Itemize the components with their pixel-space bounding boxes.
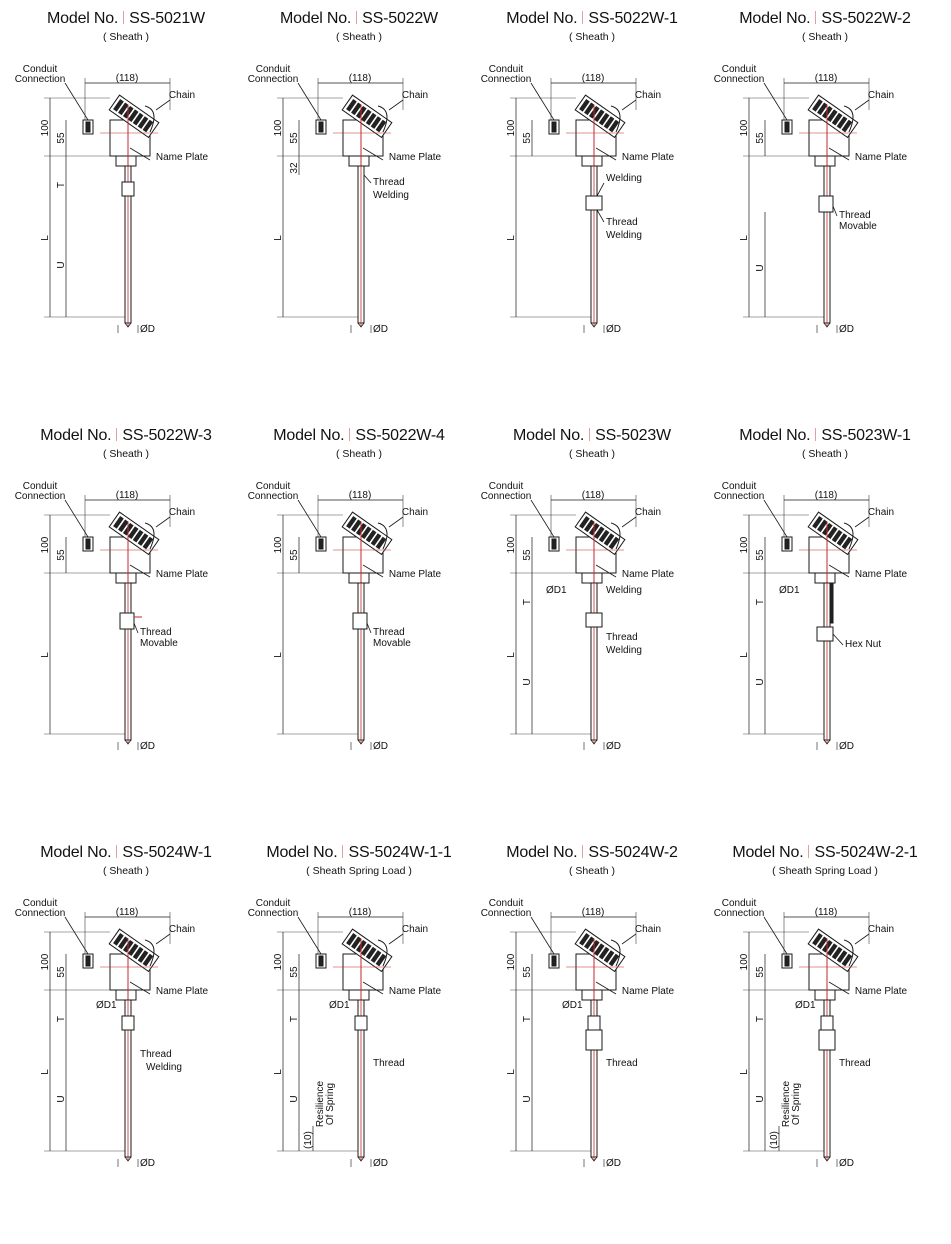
model-number: SS-5023W [595,427,671,444]
dim-100-label: 100 [40,536,51,554]
model-prefix: Model No. [506,10,578,27]
conduit-fitting-core [86,122,90,132]
model-subtitle: ( Sheath ) [335,31,383,43]
hex-nut [817,627,833,641]
conduit-label: Connection [14,908,66,919]
model-diagram [243,844,475,1244]
conduit-label: Conduit [721,64,757,75]
od-label: ØD [606,324,621,335]
dim-118-label: (118) [581,490,605,501]
union-body [819,1030,835,1050]
dim-100-label: 100 [739,119,750,137]
od-label: ØD [839,324,854,335]
dim-100-label: 100 [40,953,51,971]
conduit-label: Conduit [721,898,757,909]
name-plate-label: Name Plate [155,152,209,163]
dim-55-label: 55 [289,966,300,978]
chain-label: Chain [168,507,196,518]
dim-L-label: L [273,652,284,658]
chain-leader [855,100,869,110]
conduit-leader [764,500,787,537]
od-label: ØD [606,741,621,752]
chain-label: Chain [168,90,196,101]
od-label: ØD [373,1158,388,1169]
head-neck [815,573,835,583]
dim-55-label: 55 [289,132,300,144]
model-diagram [709,427,941,827]
model-number: SS-5024W-2 [588,844,678,861]
name-plate-label: Name Plate [388,569,442,580]
thread-label: Thread [373,177,405,188]
dim-U-label: U [755,678,766,686]
hex-nut-label: Hex Nut [845,639,882,650]
diagram-drawing [476,10,708,410]
chain-label: Chain [401,924,429,935]
model-number: SS-5022W-1 [588,10,678,27]
model-diagram [476,427,708,827]
model-prefix: Model No. [739,427,811,444]
model-number: SS-5021W [129,10,205,27]
model-subtitle: ( Sheath ) [568,865,616,877]
chain-label: Chain [867,90,895,101]
chain-leader [855,517,869,527]
dim-118-label: (118) [348,907,372,918]
chain-label: Chain [867,507,895,518]
chain-leader [622,934,636,944]
welding-label: Welding [606,585,642,596]
name-plate-label: Name Plate [854,152,908,163]
model-prefix: Model No. [732,844,804,861]
conduit-label: Conduit [255,481,291,492]
dim-10-label: (10) [769,1131,780,1149]
name-plate-label: Name Plate [621,152,675,163]
lead-wire [830,583,833,623]
chain-label: Chain [634,90,662,101]
dim-U-label: U [56,261,67,269]
thread-label: Thread [140,1049,172,1060]
conduit-fitting-core [785,122,789,132]
model-diagram [10,427,242,827]
od-label: ØD [140,1158,155,1169]
od1-label: ØD1 [96,1000,117,1011]
dim-T-label: T [289,1015,300,1023]
chain-label: Chain [168,924,196,935]
dim-L-label: L [273,235,284,241]
conduit-leader [764,917,787,954]
hex-fitting [122,182,134,196]
model-diagram [709,844,941,1244]
model-diagram [10,10,242,410]
name-plate-label: Name Plate [854,986,908,997]
movable-label: Movable [373,638,411,649]
dim-L-label: L [40,235,51,241]
head-neck [815,156,835,166]
dim-118-label: (118) [348,73,372,84]
head-neck [582,156,602,166]
welding-label: Welding [606,230,642,241]
conduit-fitting-core [319,122,323,132]
dim-U-label: U [522,678,533,686]
od1-label: ØD1 [795,1000,816,1011]
model-number: SS-5023W-1 [821,427,911,444]
conduit-leader [65,83,88,120]
movable-thread-fitting [120,613,134,629]
model-subtitle: ( Sheath ) [102,865,150,877]
conduit-label: Connection [713,908,765,919]
resilience-label: Resilience [315,1080,326,1128]
conduit-label: Connection [14,491,66,502]
dim-100-label: 100 [739,536,750,554]
thread-label: Thread [839,210,871,221]
conduit-leader [531,83,554,120]
diagram-drawing [709,844,941,1244]
model-number: SS-5022W-3 [122,427,212,444]
conduit-leader [764,83,787,120]
thread-label: Thread [606,632,638,643]
dim-100-label: 100 [506,119,517,137]
conduit-label: Conduit [255,64,291,75]
conduit-label: Connection [713,74,765,85]
leader-line [833,206,837,216]
diagram-drawing [243,427,475,827]
conduit-label: Connection [480,908,532,919]
dim-T-label: T [755,1015,766,1023]
dim-10-label: (10) [303,1131,314,1149]
dim-100-label: 100 [506,536,517,554]
chain-label: Chain [867,924,895,935]
name-plate-label: Name Plate [155,986,209,997]
conduit-fitting-core [86,956,90,966]
resilience-label: Of Spring [791,1082,802,1126]
head-neck [116,573,136,583]
thread-label: Thread [373,1058,405,1069]
dim-L-label: L [506,235,517,241]
chain-leader [156,934,170,944]
model-subtitle: ( Sheath ) [568,31,616,43]
model-prefix: Model No. [47,10,119,27]
chain-leader [622,100,636,110]
dim-118-label: (118) [115,490,139,501]
model-prefix: Model No. [40,844,112,861]
head-neck [349,990,369,1000]
od1-label: ØD1 [546,585,567,596]
movable-thread-fitting [353,613,367,629]
head-neck [815,990,835,1000]
model-subtitle: ( Sheath ) [801,448,849,460]
name-plate-label: Name Plate [621,986,675,997]
diagram-drawing [709,427,941,827]
welding-label: Welding [606,173,642,184]
diagram-drawing [476,427,708,827]
diagram-drawing [10,10,242,410]
dim-L-label: L [739,652,750,658]
model-number: SS-5024W-1-1 [348,844,452,861]
hex-fitting [122,1016,134,1030]
head-neck [349,573,369,583]
conduit-fitting-core [552,122,556,132]
movable-label: Movable [839,221,877,232]
chain-leader [389,934,403,944]
conduit-label: Conduit [22,481,58,492]
resilience-label: Resilience [781,1080,792,1128]
chain-label: Chain [634,924,662,935]
dim-55-label: 55 [56,966,67,978]
dim-55-label: 55 [289,549,300,561]
conduit-leader [65,917,88,954]
od-label: ØD [373,324,388,335]
model-number: SS-5024W-2-1 [814,844,918,861]
head-neck [349,156,369,166]
chain-leader [389,100,403,110]
chain-leader [156,517,170,527]
dim-T-label: T [755,598,766,606]
resilience-label: Of Spring [325,1082,336,1126]
od-label: ØD [839,1158,854,1169]
diagram-drawing [476,844,708,1244]
dim-118-label: (118) [115,73,139,84]
conduit-label: Connection [480,74,532,85]
conduit-label: Connection [247,908,299,919]
model-prefix: Model No. [273,427,345,444]
leader-line [364,175,371,183]
chain-leader [156,100,170,110]
chain-label: Chain [401,90,429,101]
dim-100-label: 100 [273,119,284,137]
model-subtitle: ( Sheath ) [335,448,383,460]
welding-label: Welding [606,645,642,656]
dim-T-label: T [56,181,67,189]
dim-32-label: 32 [289,162,300,174]
dim-T-label: T [56,1015,67,1023]
dim-U-label: U [755,264,766,272]
conduit-leader [531,917,554,954]
dim-118-label: (118) [348,490,372,501]
hex-fitting [821,1016,833,1030]
head-neck [582,573,602,583]
model-number: SS-5024W-1 [122,844,212,861]
conduit-leader [298,83,321,120]
chain-leader [389,517,403,527]
conduit-label: Conduit [721,481,757,492]
conduit-fitting-core [552,539,556,549]
diagram-drawing [10,427,242,827]
od-label: ØD [140,741,155,752]
dim-L-label: L [40,1069,51,1075]
model-diagram [243,427,475,827]
model-prefix: Model No. [739,10,811,27]
weld-fitting [586,196,602,210]
model-number: SS-5022W-2 [821,10,911,27]
model-prefix: Model No. [40,427,112,444]
leader-line [833,634,843,645]
conduit-fitting-core [785,539,789,549]
conduit-fitting-core [552,956,556,966]
leader-line [134,623,138,633]
conduit-fitting-core [785,956,789,966]
hex-fitting [588,1016,600,1030]
diagram-drawing [10,844,242,1244]
model-number: SS-5022W [362,10,438,27]
model-diagram [476,10,708,410]
chain-leader [855,934,869,944]
conduit-label: Connection [247,74,299,85]
model-subtitle: ( Sheath ) [102,31,150,43]
od-label: ØD [373,741,388,752]
od-label: ØD [140,324,155,335]
conduit-label: Conduit [22,898,58,909]
dim-55-label: 55 [56,132,67,144]
thread-label: Thread [606,217,638,228]
name-plate-label: Name Plate [155,569,209,580]
model-subtitle: ( Sheath Spring Load ) [306,865,412,877]
od-label: ØD [606,1158,621,1169]
diagram-drawing [243,10,475,410]
leader-line [597,183,604,196]
dim-118-label: (118) [115,907,139,918]
diagram-drawing [243,844,475,1244]
od1-label: ØD1 [329,1000,350,1011]
dim-55-label: 55 [522,132,533,144]
dim-118-label: (118) [814,73,838,84]
dim-118-label: (118) [814,490,838,501]
name-plate-label: Name Plate [388,152,442,163]
union-body [586,1030,602,1050]
conduit-fitting-core [86,539,90,549]
model-prefix: Model No. [506,844,578,861]
model-subtitle: ( Sheath ) [102,448,150,460]
od1-label: ØD1 [779,585,800,596]
hex-fitting [355,1016,367,1030]
dim-U-label: U [56,1095,67,1103]
thread-label: Thread [140,627,172,638]
conduit-fitting-core [319,956,323,966]
leader-line [367,623,371,633]
head-neck [116,990,136,1000]
conduit-label: Conduit [22,64,58,75]
dim-55-label: 55 [56,549,67,561]
dim-100-label: 100 [273,953,284,971]
model-subtitle: ( Sheath Spring Load ) [772,865,878,877]
chain-label: Chain [634,507,662,518]
welding-label: Welding [373,190,409,201]
model-diagram [709,10,941,410]
dim-55-label: 55 [755,549,766,561]
conduit-label: Connection [14,74,66,85]
conduit-label: Connection [480,491,532,502]
leader-line [597,210,604,222]
movable-thread-fitting [819,196,833,212]
conduit-fitting-core [319,539,323,549]
welding-label: Welding [146,1062,182,1073]
dim-L-label: L [506,1069,517,1075]
dim-L-label: L [273,1069,284,1075]
dim-L-label: L [739,235,750,241]
conduit-label: Conduit [255,898,291,909]
dim-100-label: 100 [506,953,517,971]
thread-label: Thread [606,1058,638,1069]
conduit-leader [65,500,88,537]
dim-100-label: 100 [739,953,750,971]
od-label: ØD [839,741,854,752]
name-plate-label: Name Plate [621,569,675,580]
od1-label: ØD1 [562,1000,583,1011]
dim-55-label: 55 [755,132,766,144]
model-prefix: Model No. [513,427,585,444]
dim-118-label: (118) [581,73,605,84]
head-neck [116,156,136,166]
dim-100-label: 100 [273,536,284,554]
dim-55-label: 55 [755,966,766,978]
model-number: SS-5022W-4 [355,427,445,444]
conduit-leader [298,500,321,537]
conduit-leader [531,500,554,537]
name-plate-label: Name Plate [388,986,442,997]
dim-L-label: L [40,652,51,658]
model-diagram [243,10,475,410]
dim-T-label: T [522,1015,533,1023]
thread-label: Thread [373,627,405,638]
model-subtitle: ( Sheath ) [801,31,849,43]
dim-U-label: U [755,1095,766,1103]
thread-label: Thread [839,1058,871,1069]
model-prefix: Model No. [280,10,352,27]
chain-leader [622,517,636,527]
conduit-leader [298,917,321,954]
dim-L-label: L [506,652,517,658]
weld-fitting [586,613,602,627]
dim-118-label: (118) [581,907,605,918]
conduit-label: Connection [247,491,299,502]
dim-U-label: U [289,1095,300,1103]
chain-label: Chain [401,507,429,518]
conduit-label: Conduit [488,898,524,909]
dim-100-label: 100 [40,119,51,137]
conduit-label: Conduit [488,481,524,492]
dim-118-label: (118) [814,907,838,918]
model-diagram [10,844,242,1244]
model-diagram [476,844,708,1244]
model-prefix: Model No. [266,844,338,861]
dim-55-label: 55 [522,549,533,561]
dim-L-label: L [739,1069,750,1075]
name-plate-label: Name Plate [854,569,908,580]
movable-label: Movable [140,638,178,649]
diagram-drawing [709,10,941,410]
model-subtitle: ( Sheath ) [568,448,616,460]
conduit-label: Conduit [488,64,524,75]
head-neck [582,990,602,1000]
conduit-label: Connection [713,491,765,502]
dim-T-label: T [522,598,533,606]
dim-55-label: 55 [522,966,533,978]
dim-U-label: U [522,1095,533,1103]
